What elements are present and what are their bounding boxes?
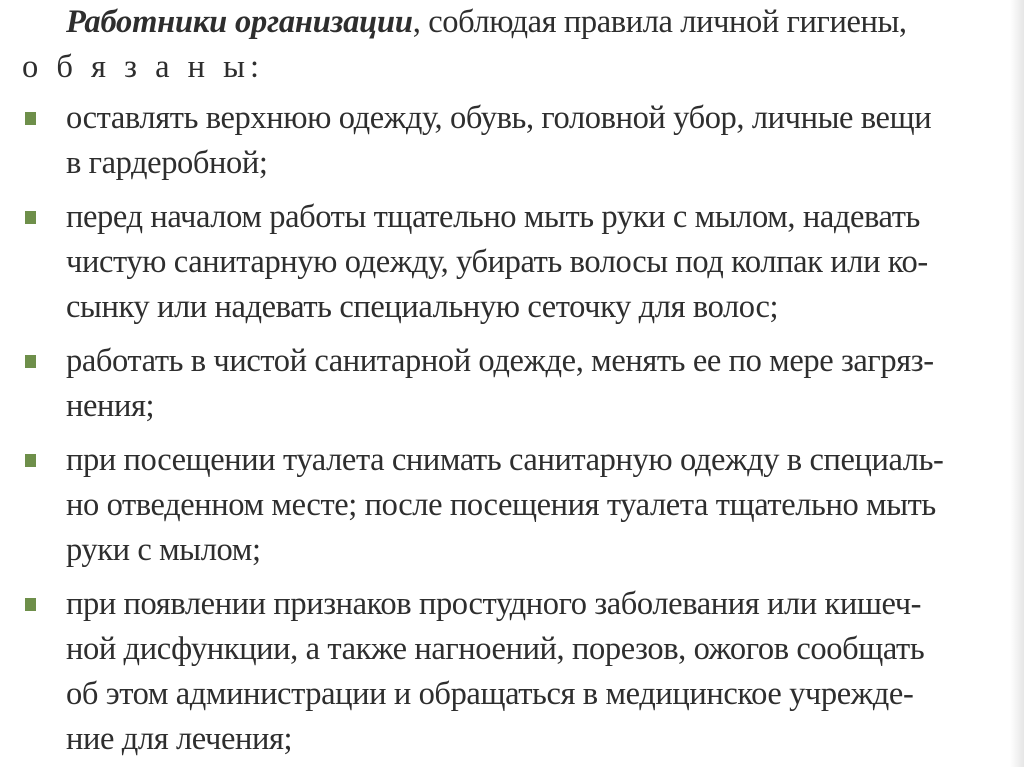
intro-rest: , соблюдая правила личной гигиены, — [412, 4, 907, 40]
rule-line: оставлять верхнюю одежду, обувь, головной убор, личные вещи — [66, 100, 932, 136]
rule-line: перед началом работы тщательно мыть руки с мылом, надевать — [66, 199, 920, 235]
rules-list — [22, 96, 944, 762]
square-bullet-icon — [25, 598, 36, 611]
square-bullet-icon — [25, 211, 36, 224]
rule-line: работать в чистой санитарной одежде, менять ее по мере загряз- — [66, 343, 934, 379]
rule-item — [22, 96, 932, 186]
intro-lead: Работники организации — [66, 4, 413, 40]
rule-line: ние для лечения; — [66, 721, 293, 757]
intro-obligated: о б я з а н ы: — [22, 49, 265, 85]
square-bullet-icon — [25, 112, 36, 125]
text-block — [22, 0, 944, 771]
rule-line: об этом администрации и обращаться в медицинское учрежде- — [66, 676, 914, 712]
rule-item — [22, 339, 934, 429]
rule-line: чистую санитарную одежду, убирать волосы под колпак или ко- — [66, 244, 928, 280]
rule-line: нения; — [66, 388, 155, 424]
intro-paragraph — [22, 0, 927, 90]
rule-line: руки с мылом; — [66, 532, 261, 568]
rule-item — [22, 582, 927, 762]
rule-line: но отведенном месте; после посещения туалета тщательно мыть — [66, 487, 936, 523]
rule-item — [22, 438, 944, 573]
rule-line: при посещении туалета снимать санитарную одежду в специаль- — [66, 442, 944, 478]
rule-line: сынку или надевать специальную сеточку для волос; — [66, 289, 779, 325]
rule-line: ной дисфункции, а также нагноений, порезов, ожогов сообщать — [66, 631, 925, 667]
edge-shadow — [1010, 0, 1024, 767]
square-bullet-icon — [25, 355, 36, 368]
rule-item — [22, 195, 927, 330]
rule-line: в гардеробной; — [66, 145, 268, 181]
rule-line: при появлении признаков простудного заболевания или кишеч- — [66, 586, 922, 622]
square-bullet-icon — [25, 454, 36, 467]
